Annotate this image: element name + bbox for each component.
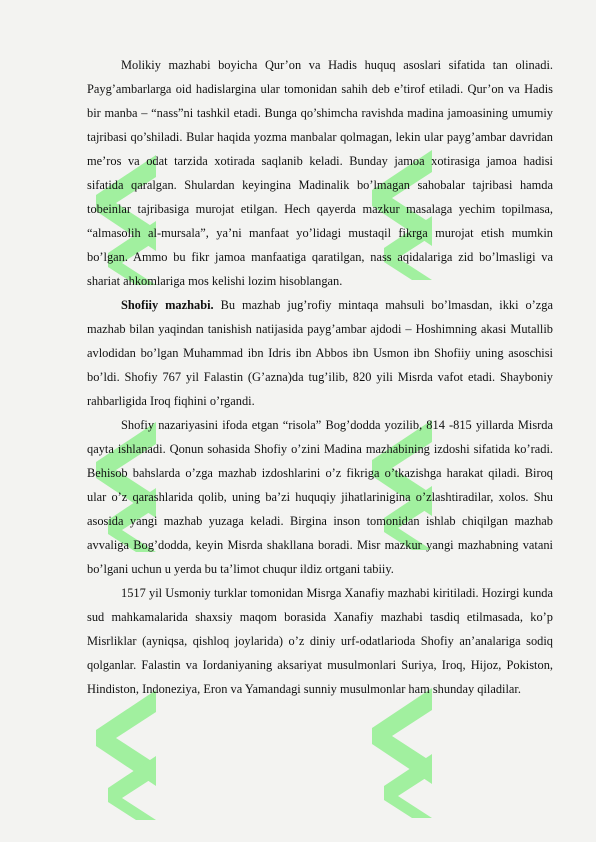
- paragraph-bold-lead: Shofiiy mazhabi.: [121, 298, 214, 312]
- paragraph: [87, 581, 553, 701]
- paragraph-text: Molikiy mazhabi boyicha Qur’on va Hadis huquq asoslari sifatida tan olinadi. Payg’ambarlarga oid hadislargina ular tomonidan sahih deb e’tirof etiladi. Qur’on va Hadis bir manba – “nass”ni tashkil etadi. Bunga qo’shimcha ravishda madina jamoasining umumiy tajribasi qo’shiladi. Bular haqida yozma manbalar qolmagan, lekin ular payg’ambar davridan me’ros va odat tarzida xotirada saqlanib keladi. Bunday jamoa xotirasiga jamoa hadisi sifatida qaralgan. Shulardan keyingina Madinalik bo’lmagan sahobalar tajribasi hamda tobeinlar tajribasiga murojat etilgan. Hech qayerda mazkur masalaga yechim topilmasa, “almasolih al-mursala”, ya’ni manfaat yo’lidagi mustaqil fikrga murojat etish mumkin bo’lgan. Ammo bu fikr jamoa manfaatiga qaratilgan, nass aqidalariga zid bo’lmasligi va shariat ahkomlariga mos kelishi lozim hisoblangan.: [87, 58, 553, 288]
- paragraph-text: Shofiy nazariyasini ifoda etgan “risola” Bog’dodda yozilib, 814 -815 yillarda Misrda qayta ishlanadi. Qonun sohasida Shofiy o’zini Madina mazhabining izdoshi sifatida ko’radi. Behisob bahslarda o’zga mazhab izdoshlarini o’z fikriga o’tkazishga harakat qiladi. Biroq ular o’z qarashlarida qolib, uning ba’zi huquqiy jihatlarinigina o’zlashtiradilar, xolos. Shu asosida yangi mazhab yuzaga keladi. Birgina inson tomonidan ishlab chiqilgan mazhab avvaliga Bog’dodda, keyin Misrda shakllana boradi. Misr mazkur yangi mazhabning vatani bo’lgani uchun u yerda bu ta’limot chuqur ildiz ortgani tabiiy.: [87, 418, 553, 576]
- watermark-logo-icon: [96, 690, 156, 820]
- body-text: [87, 53, 553, 701]
- paragraph-text: 1517 yil Usmoniy turklar tomonidan Misrga Xanafiy mazhabi kiritiladi. Hozirgi kunda sud mahkamalarida shaxsiy maqom borasida Xanafiy mazhabi tasdiq etilmasada, ko’p Misrliklar (ayniqsa, qishloq joylarida) o’z diniy urf-odatlarioda Shofiy an’analariga sodiq qolganlar. Falastin va Iordaniyaning aksariyat musulmonlari Suriya, Iroq, Hijoz, Pokiston, Hindiston, Indoneziya, Eron va Yamandagi sunniy musulmonlar ham shunday qiladilar.: [87, 586, 553, 696]
- paragraph: [87, 413, 553, 581]
- paragraph: [87, 53, 553, 293]
- paragraph: [87, 293, 553, 413]
- paragraph-text: Bu mazhab jug’rofiy mintaqa mahsuli bo’lmasdan, ikki o’zga mazhab bilan yaqindan tanishish natijasida payg’ambar ajdodi – Hoshimning akasi Mutallib avlodidan bo’lgan Muhammad ibn Idris ibn Abbos ibn Usmon ibn Shofiiy uning asoschisi bo’ldi. Shofiy 767 yil Falastin (G’azna)da tug’ilib, 820 yili Misrda vafot etadi. Shayboniy rahbarligida Iroq fiqhini o’rgandi.: [87, 298, 553, 408]
- watermark-logo-icon: [372, 688, 432, 818]
